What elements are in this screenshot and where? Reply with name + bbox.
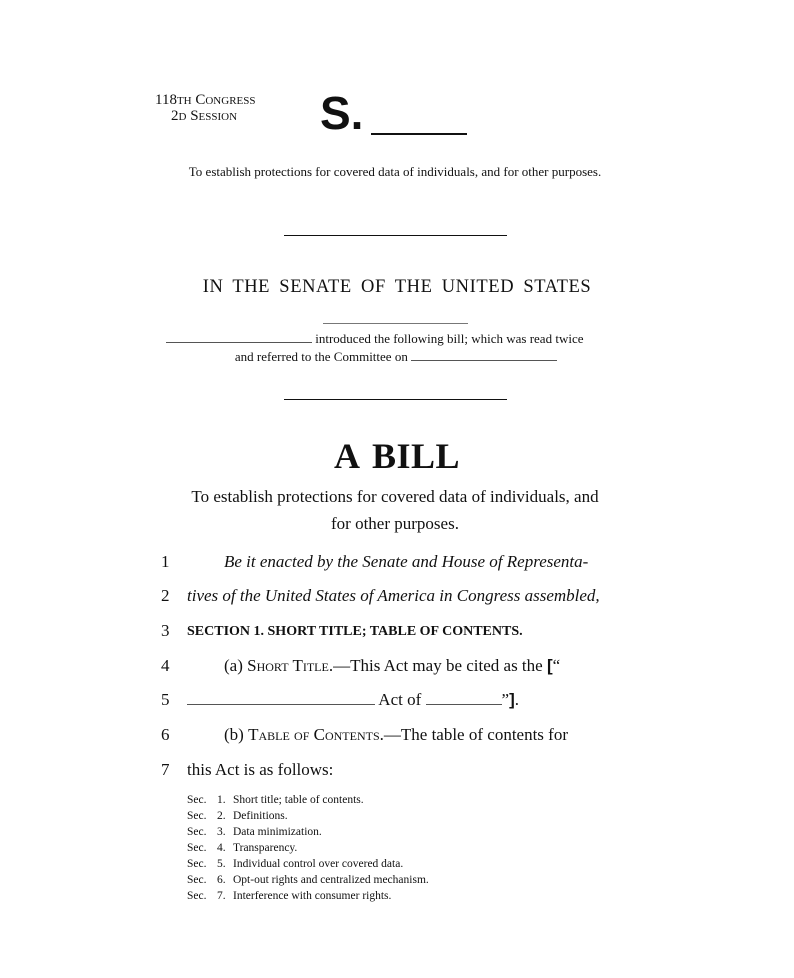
toc-title: Interference with consumer rights. (233, 890, 392, 902)
toc-sec-label: Sec. (187, 890, 207, 902)
purpose-summary: To establish protections for covered data of individuals, and for other purposes. (188, 164, 602, 179)
subsection-prefix: (b) (224, 725, 249, 744)
purpose-long-line-2: for other purposes. (331, 514, 459, 533)
line-number: 6 (161, 725, 170, 744)
act-of-text: Act of (375, 690, 426, 709)
enacting-clause-line-2: tives of the United States of America in Congress assembled, (187, 586, 600, 605)
toc-number: 7. (217, 890, 226, 902)
line-number: 4 (161, 656, 170, 675)
chamber-heading: IN THE SENATE OF THE UNITED STATES (202, 277, 592, 297)
line-number: 5 (161, 690, 170, 709)
toc-intro-line (224, 724, 644, 746)
toc-sec-label: Sec. (187, 874, 207, 886)
toc-number: 2. (217, 810, 226, 822)
toc-title: Data minimization. (233, 826, 322, 838)
year-blank (426, 694, 502, 705)
toc-number: 5. (217, 858, 226, 870)
toc-sec-label: Sec. (187, 810, 207, 822)
bill-title: A BILL (333, 436, 461, 476)
bill-number-prefix: S. (320, 87, 364, 139)
divider-rule-bottom (284, 399, 507, 400)
purpose-long-line-1: To establish protections for covered data of individuals, and (191, 487, 599, 506)
congress-label: 118th Congress (155, 92, 256, 108)
line-number: 3 (161, 621, 170, 640)
quote-open: “ (552, 656, 561, 675)
committee-blank (411, 350, 557, 361)
toc-entry (187, 888, 429, 904)
short-title-blank-line (187, 689, 637, 711)
quote-close: ” (501, 690, 510, 709)
toc-title: Opt-out rights and centralized mechanism. (233, 874, 429, 886)
introduction-text-1: introduced the following bill; which was read twice (315, 331, 584, 346)
toc-number: 3. (217, 826, 226, 838)
section-heading: SECTION 1. SHORT TITLE; TABLE OF CONTENTS. (187, 624, 523, 639)
toc-sec-label: Sec. (187, 842, 207, 854)
toc-title: Individual control over covered data. (233, 858, 404, 870)
bracket-close: ] (509, 690, 515, 709)
toc-entry (187, 856, 429, 872)
toc-sec-label: Sec. (187, 794, 207, 806)
bracket-open: [ (546, 656, 553, 675)
toc-number: 1. (217, 794, 226, 806)
toc-sec-label: Sec. (187, 858, 207, 870)
introduction-line-2 (166, 348, 626, 366)
act-name-blank (187, 694, 375, 705)
toc-entry (187, 840, 429, 856)
introduction-text-2: and referred to the Committee on (234, 349, 408, 364)
introduction-line-1 (166, 330, 636, 348)
toc-title: Short title; table of contents. (233, 794, 364, 806)
subsection-heading: Table of Contents (248, 725, 380, 744)
line-number: 2 (161, 586, 170, 605)
sponsor-blank (166, 332, 312, 343)
toc-entry (187, 824, 429, 840)
toc-title: Transparency. (233, 842, 298, 854)
toc-title: Definitions. (233, 810, 288, 822)
enacting-clause-line-1: Be it enacted by the Senate and House of Representa- (224, 552, 589, 571)
line-number: 7 (161, 760, 170, 779)
short-title-line (224, 655, 644, 677)
subsection-heading: Short Title (247, 656, 329, 675)
toc-number: 6. (217, 874, 226, 886)
date-blank-line (323, 323, 468, 324)
subsection-prefix: (a) (224, 656, 248, 675)
session-label: 2d Session (171, 108, 238, 124)
toc-entry (187, 808, 429, 824)
table-of-contents (187, 792, 429, 904)
toc-sec-label: Sec. (187, 826, 207, 838)
short-title-text: .—This Act may be cited as the (328, 656, 547, 675)
toc-intro-text: .—The table of contents for (379, 725, 568, 744)
line-end: . (514, 690, 519, 709)
toc-entry (187, 872, 429, 888)
toc-intro-line-2: this Act is as follows: (187, 760, 334, 779)
purpose-long (160, 483, 630, 537)
bill-number-blank (371, 133, 467, 135)
toc-number: 4. (217, 842, 226, 854)
divider-rule-top (284, 235, 507, 236)
line-number: 1 (161, 552, 170, 571)
toc-entry (187, 792, 429, 808)
